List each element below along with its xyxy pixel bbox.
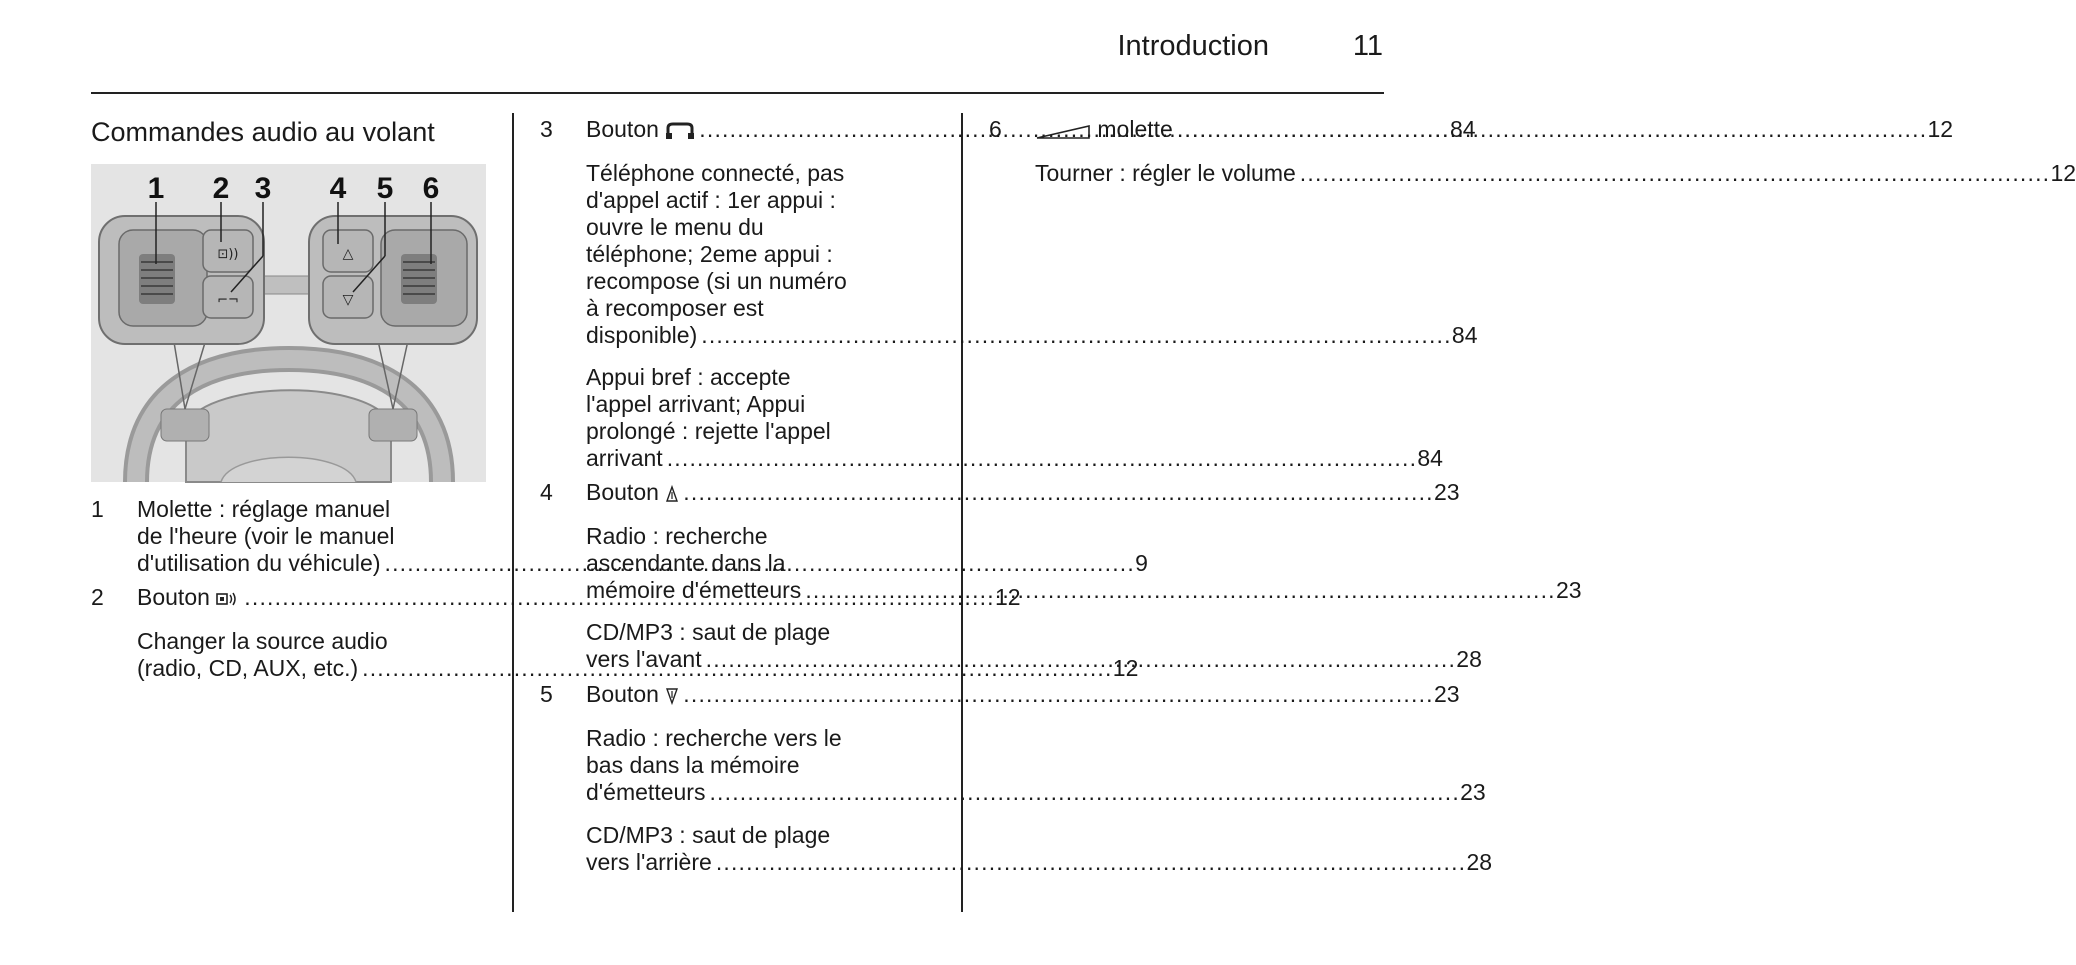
leader-dots <box>701 322 1448 349</box>
paragraph-line: (radio, CD, AUX, etc.) <box>137 655 359 681</box>
svg-text:△: △ <box>342 246 354 262</box>
callout-1: 1 <box>147 172 165 205</box>
page-reference[interactable]: 12 <box>1112 655 1139 681</box>
paragraph-line: téléphone; 2eme appui : <box>586 241 833 267</box>
leader-dots <box>683 479 1430 506</box>
svg-text:▽: ▽ <box>342 292 354 308</box>
item-label: molette <box>1097 116 1173 142</box>
paragraph-line: recompose (si un numéro <box>586 268 847 294</box>
leader-dots <box>709 779 1456 806</box>
leader-dots <box>716 849 1463 876</box>
page-reference[interactable]: 23 <box>1460 779 1486 805</box>
callout-6: 6 <box>422 172 440 205</box>
paragraph-line: CD/MP3 : saut de plage <box>586 619 831 645</box>
item-label: Bouton <box>137 584 210 610</box>
callout-4: 4 <box>329 172 347 205</box>
paragraph-line: Appui bref : accepte <box>586 364 791 390</box>
page-reference[interactable]: 84 <box>1451 322 1478 348</box>
paragraph-line: d'émetteurs <box>586 779 706 805</box>
paragraph-line: mémoire d'émetteurs <box>586 577 802 603</box>
paragraph-line: Tourner : régler le volume <box>1035 160 1296 186</box>
paragraph-line: d'appel actif : 1er appui : <box>586 187 836 213</box>
page-reference[interactable]: 23 <box>1555 577 1582 603</box>
item-label: Bouton <box>586 116 659 142</box>
item-label: Bouton <box>586 479 659 505</box>
callout-3: 3 <box>254 172 272 205</box>
paragraph-line: Téléphone connecté, pas <box>586 160 845 186</box>
paragraph-short-press <box>586 364 1443 472</box>
source-icon <box>216 590 240 608</box>
up-arrow-icon <box>665 485 679 503</box>
item-text-line: de l'heure (voir le manuel <box>137 523 395 549</box>
list-item-5 <box>540 681 1460 708</box>
paragraph-line: disponible) <box>586 322 698 348</box>
paragraph-radio-down <box>586 725 1486 806</box>
paragraph-line: vers l'arrière <box>586 849 712 875</box>
callout-2: 2 <box>212 172 230 205</box>
item-number: 6 <box>989 116 1002 142</box>
paragraph-line: ascendante dans la <box>586 550 786 576</box>
page-reference[interactable]: 9 <box>1135 550 1148 576</box>
paragraph-line: ouvre le menu du <box>586 214 764 240</box>
item-number: 1 <box>91 496 104 522</box>
leader-dots <box>706 646 1453 673</box>
volume-wedge-icon <box>1035 122 1091 140</box>
page-reference[interactable]: 23 <box>1433 479 1460 505</box>
page-reference[interactable]: 28 <box>1456 646 1482 672</box>
paragraph-line: l'appel arrivant; Appui <box>586 391 806 417</box>
item-number: 4 <box>540 479 553 505</box>
paragraph-line: bas dans la mémoire <box>586 752 800 778</box>
page-number: 11 <box>1352 30 1383 62</box>
header-title: Introduction <box>1117 30 1269 62</box>
paragraph-line: à recomposer est <box>586 295 764 321</box>
page-reference[interactable]: 84 <box>1449 116 1476 142</box>
steering-wheel-drawing <box>91 164 486 482</box>
section-title: Commandes audio au volant <box>91 117 435 147</box>
page-reference[interactable]: 84 <box>1417 445 1443 471</box>
paragraph-line: vers l'avant <box>586 646 702 672</box>
steering-wheel-illustration <box>91 164 486 482</box>
item-text-line: Molette : réglage manuel <box>137 496 391 522</box>
paragraph-line: arrivant <box>586 445 663 471</box>
item-text-line: d'utilisation du véhicule) <box>137 550 381 576</box>
page-reference[interactable]: 28 <box>1466 849 1493 875</box>
paragraph-volume <box>1035 160 2076 187</box>
item-number: 2 <box>91 584 104 610</box>
phone-icon <box>665 121 695 141</box>
item-number: 5 <box>540 681 553 707</box>
page-reference[interactable]: 23 <box>1433 681 1460 707</box>
svg-text:⊡)): ⊡)) <box>217 247 239 262</box>
page-reference[interactable]: 12 <box>1927 116 1954 142</box>
paragraph-line: prolongé : rejette l'appel <box>586 418 831 444</box>
paragraph-line: Changer la source audio <box>137 628 388 654</box>
page-reference[interactable]: 12 <box>2050 160 2076 186</box>
callout-5: 5 <box>376 172 394 205</box>
leader-dots <box>805 577 1552 604</box>
leader-dots <box>667 445 1414 472</box>
paragraph-line: CD/MP3 : saut de plage <box>586 822 831 848</box>
paragraph-line: Radio : recherche vers le <box>586 725 842 751</box>
page-reference[interactable]: 12 <box>994 584 1021 610</box>
item-label: Bouton <box>586 681 659 707</box>
paragraph-line: Radio : recherche <box>586 523 768 549</box>
leader-dots <box>683 681 1430 708</box>
svg-text:⌐¬: ⌐¬ <box>217 293 239 308</box>
paragraph-cd-back <box>586 822 1493 876</box>
down-arrow-icon <box>665 687 679 705</box>
item-number: 3 <box>540 116 553 142</box>
leader-dots <box>1300 160 2047 187</box>
leader-dots <box>1177 116 1924 143</box>
list-item-4 <box>540 479 1460 506</box>
header-rule <box>91 92 1384 94</box>
